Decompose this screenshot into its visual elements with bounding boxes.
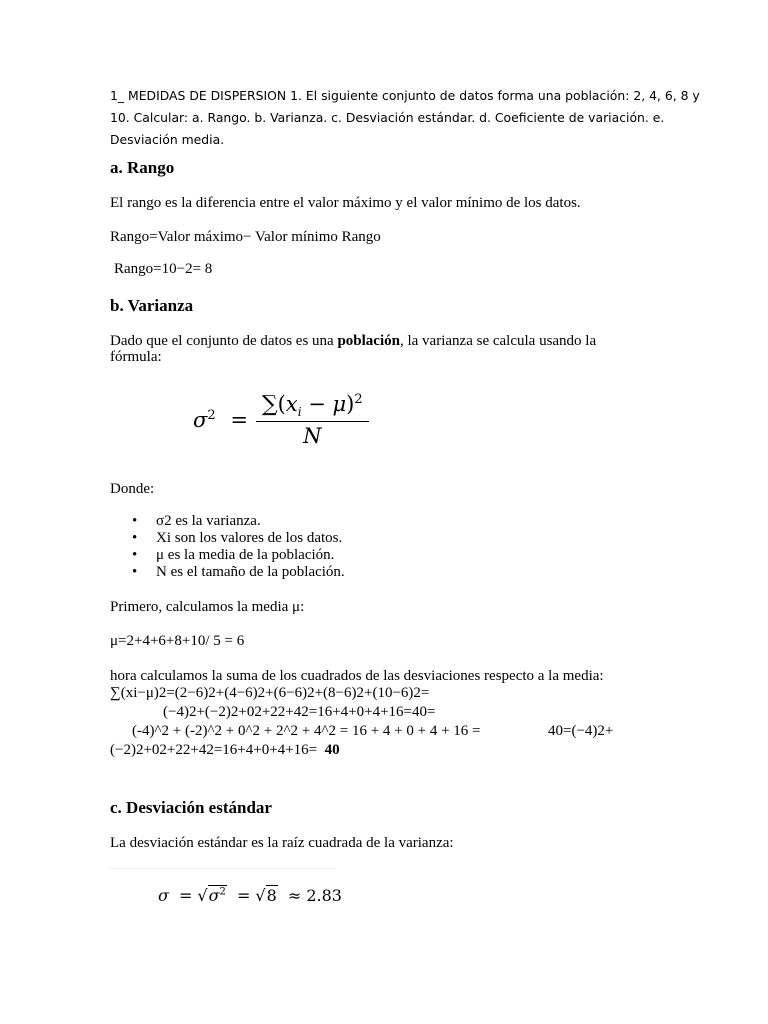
heading-varianza: b. Varianza xyxy=(110,296,194,315)
std-result: 2.83 xyxy=(306,886,342,905)
std-sigma: σ xyxy=(158,886,169,905)
radicand-8: 8 xyxy=(266,886,277,905)
intro-paragraph xyxy=(110,85,700,151)
sum-line-3b: 40=(−4)2+ xyxy=(548,723,614,739)
sum-symbol: ∑ xyxy=(261,392,278,417)
sum-result-bold: 40 xyxy=(324,742,340,758)
num-sub-i: i xyxy=(297,405,302,420)
variance-formula xyxy=(193,392,369,448)
std-dev-formula xyxy=(158,886,342,905)
varianza-intro-line-1 xyxy=(110,333,596,350)
sum-line-1: ∑(xi−μ)2=(2−6)2+(4−6)2+(6−6)2+(8−6)2+(10−6)2= xyxy=(110,685,430,701)
formula-sigma: σ xyxy=(193,408,208,433)
primero-text: Primero, calculamos la media μ: xyxy=(110,599,305,615)
formula-numerator xyxy=(256,392,369,422)
definitions-list xyxy=(132,513,345,581)
sum-line-4-text: (−2)2+02+22+42=16+4+0+4+16= xyxy=(110,742,318,758)
num-close-paren: ) xyxy=(346,392,355,416)
divider xyxy=(110,868,335,869)
formula-equals: = xyxy=(230,408,248,433)
desviacion-text: La desviación estándar es la raíz cuadrada de la varianza: xyxy=(110,835,454,851)
heading-rango: a. Rango xyxy=(110,158,175,177)
list-item: • N es el tamaño de la población. xyxy=(132,564,345,581)
mean-calculation: μ=2+4+6+8+10/ 5 = 6 xyxy=(110,633,245,649)
varianza-intro-line-2: fórmula: xyxy=(110,349,162,365)
radical-1: √ xyxy=(197,886,208,905)
radicand-1 xyxy=(208,885,227,905)
heading-desviacion-estandar: c. Desviación estándar xyxy=(110,798,272,817)
rango-formula-text: Rango=Valor máximo− Valor mínimo Rango xyxy=(110,229,381,245)
num-x: x xyxy=(285,392,298,416)
list-item: • Xi son los valores de los datos. xyxy=(132,530,345,547)
intro-line-3: Desviación media. xyxy=(110,132,225,147)
num-minus: − xyxy=(301,392,333,416)
rango-definition: El rango es la diferencia entre el valor máximo y el valor mínimo de los datos. xyxy=(110,195,581,211)
sum-line-3a: (-4)^2 + (-2)^2 + 0^2 + 2^2 + 4^2 = 16 + 4 + 0 + 4 + 16 = xyxy=(132,723,481,739)
donde-label: Donde: xyxy=(110,481,155,497)
intro-line-2: 10. Calcular: a. Rango. b. Varianza. c. Desviación estándar. d. Coeficiente de variación. e. xyxy=(110,110,665,125)
list-item: • σ2 es la varianza. xyxy=(132,513,345,530)
varianza-intro-text: Dado que el conjunto de datos es una xyxy=(110,333,338,349)
std-eq-2: = xyxy=(237,886,251,905)
rango-result: Rango=10−2= 8 xyxy=(114,261,213,277)
list-item: • μ es la media de la población. xyxy=(132,547,345,564)
sum-line-2: (−4)2+(−2)2+02+22+42=16+4+0+4+16=40= xyxy=(163,704,436,720)
num-mu: μ xyxy=(332,392,347,416)
formula-sigma-exp: 2 xyxy=(207,408,216,424)
std-eq-1: = xyxy=(179,886,193,905)
radicand-exp: 2 xyxy=(219,886,226,898)
formula-denominator xyxy=(256,422,369,448)
approx-sign: ≈ xyxy=(287,886,302,905)
intro-line-1: 1_ MEDIDAS DE DISPERSION 1. El siguiente conjunto de datos forma una población: 2, 4, 6, 8 y xyxy=(110,88,700,103)
hora-text: hora calculamos la suma de los cuadrados de las desviaciones respecto a la media: xyxy=(110,668,604,684)
poblacion-bold: población xyxy=(337,333,400,349)
num-open-paren: ( xyxy=(277,392,286,416)
varianza-intro-text-end: , la varianza se calcula usando la xyxy=(399,333,597,349)
radical-2: √ xyxy=(255,886,266,905)
num-exp: 2 xyxy=(354,392,363,407)
formula-fraction xyxy=(256,392,369,448)
radicand-sigma: σ xyxy=(208,886,220,905)
sum-line-4 xyxy=(110,742,340,759)
den-n: N xyxy=(303,424,322,449)
